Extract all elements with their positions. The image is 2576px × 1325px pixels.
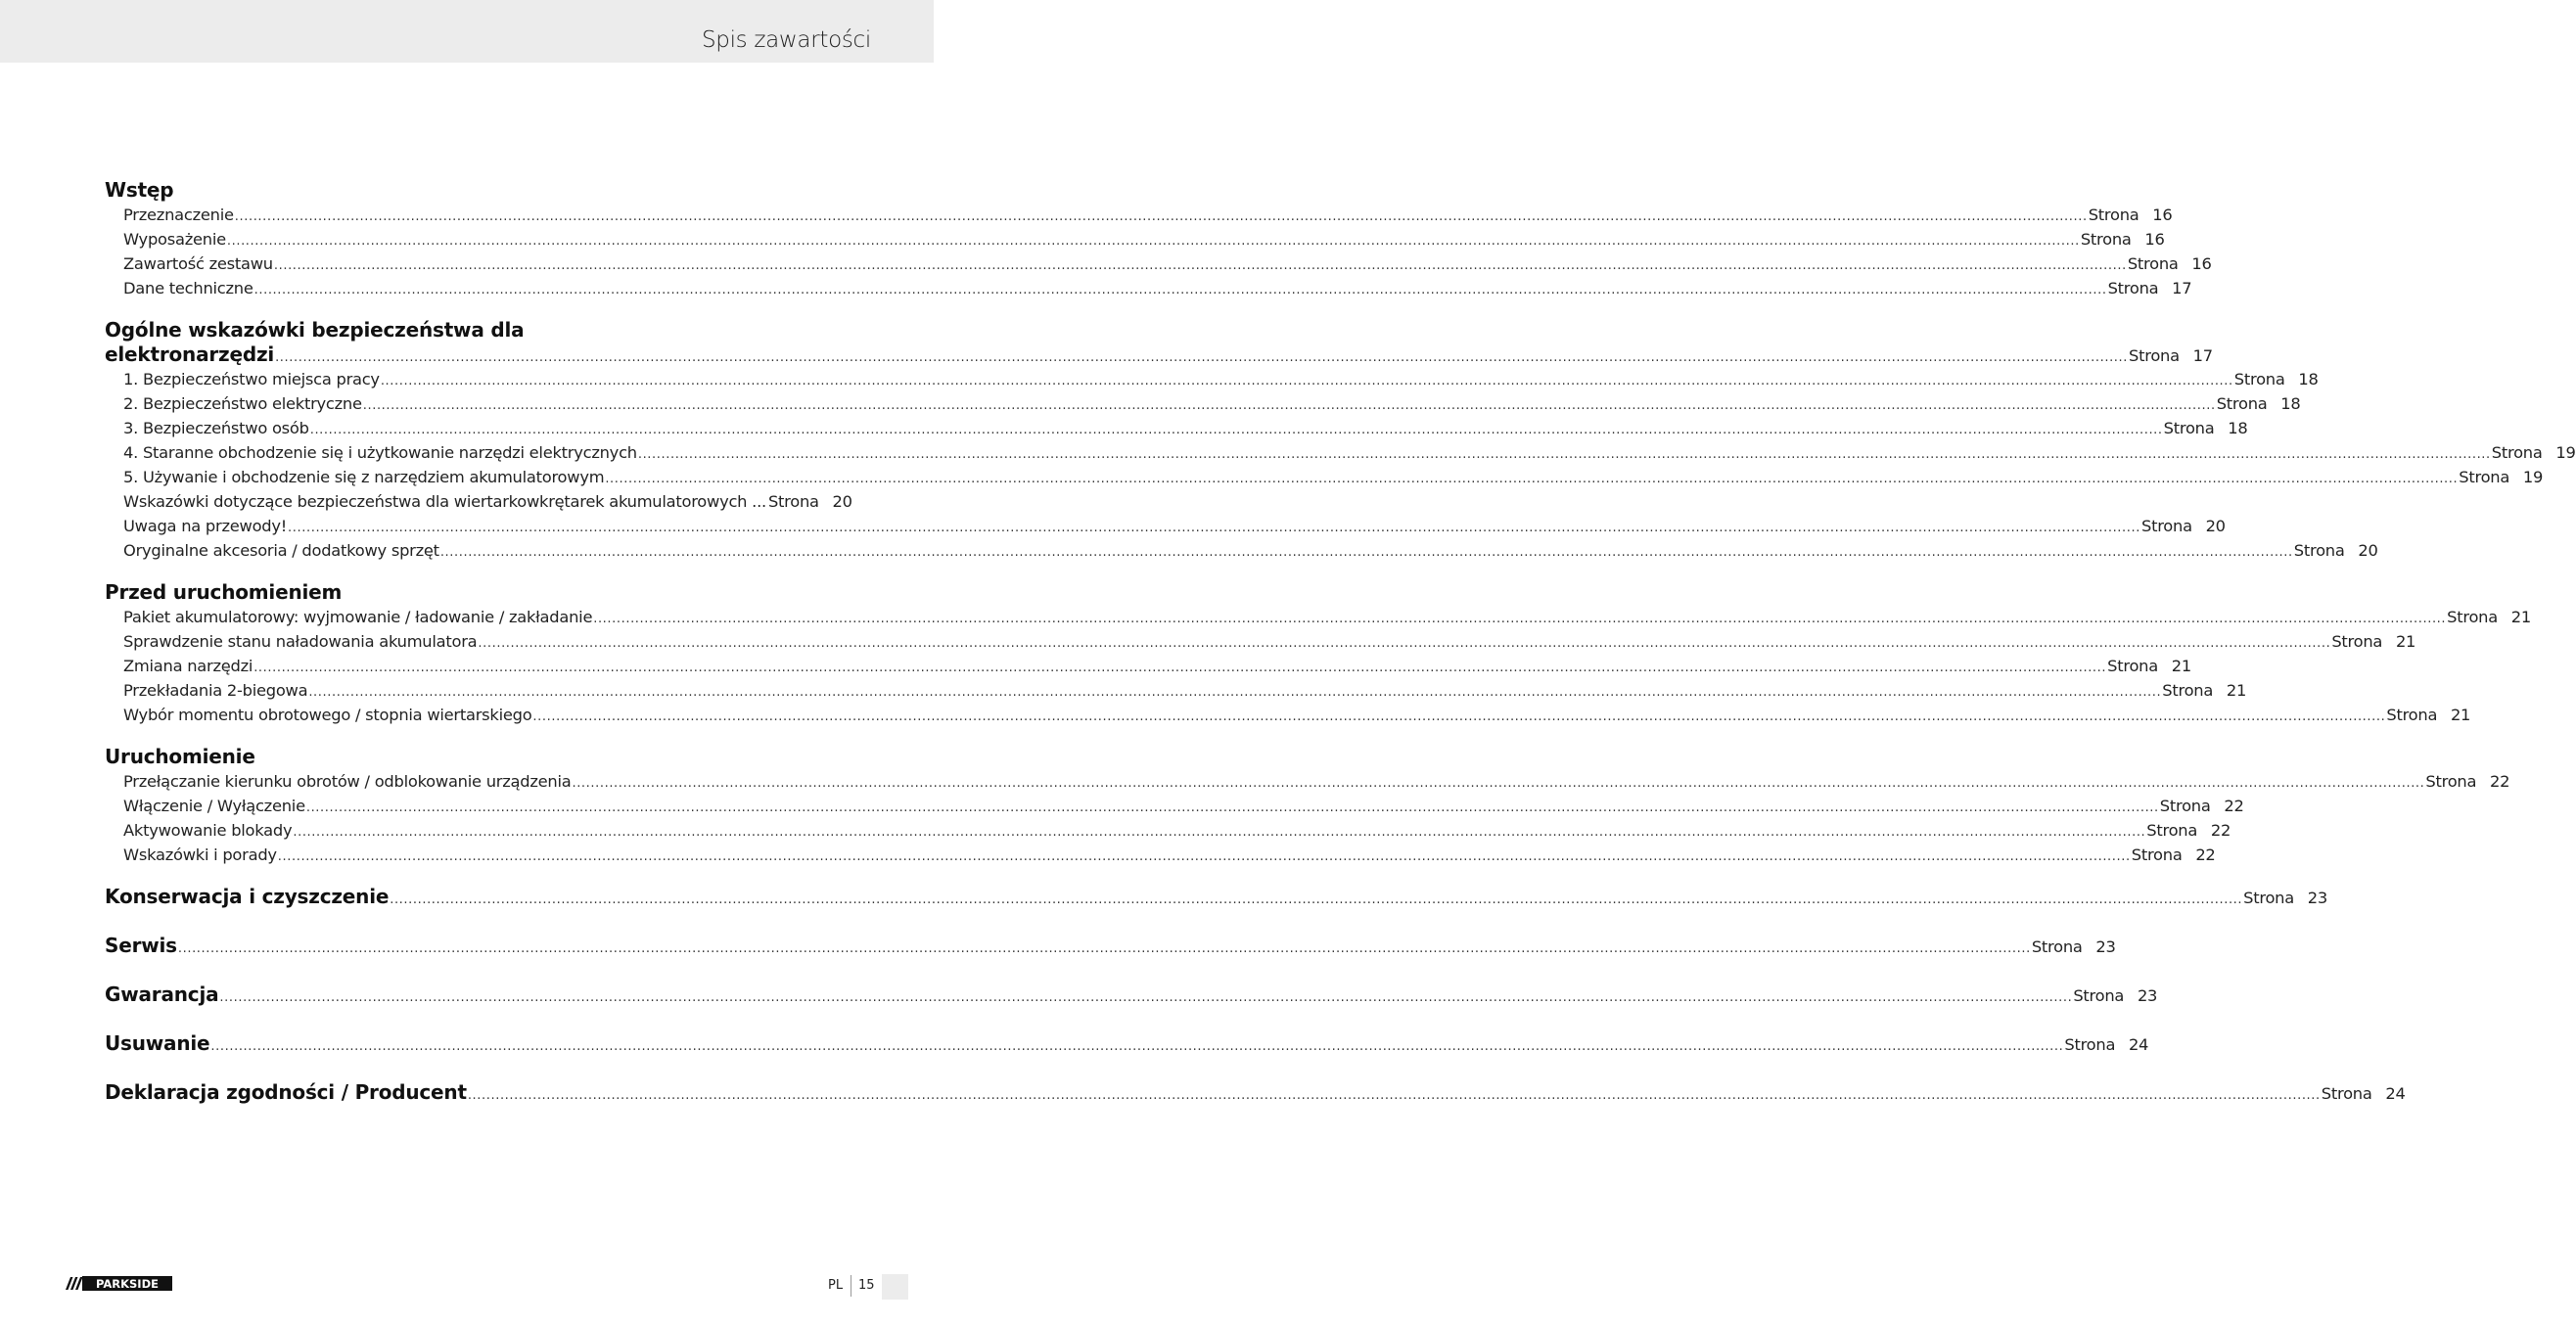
page-number: 24 bbox=[2128, 1035, 2149, 1054]
section-title: Konserwacja i czyszczenie bbox=[105, 885, 390, 908]
dot-leader: ................................................................................................................................................................................................................................................................................................................................................................................................................ bbox=[572, 776, 2425, 791]
page-label: Strona bbox=[2331, 632, 2383, 651]
toc-section-before-start bbox=[105, 580, 2531, 727]
entry-page bbox=[2032, 935, 2116, 959]
entry-page bbox=[2294, 538, 2378, 563]
entry-label: Przeznaczenie bbox=[123, 206, 234, 224]
dot-leader: ................................................................................................................................................................................................................................................................................................................................................................................................................ bbox=[593, 612, 2447, 626]
entry-label: 5. Używanie i obchodzenie się z narzędziem akumulatorowym bbox=[123, 468, 605, 486]
page-label: Strona bbox=[2243, 889, 2294, 907]
page-number: 23 bbox=[2095, 937, 2116, 956]
page-label: Strona bbox=[2107, 657, 2158, 675]
toc-entry[interactable] bbox=[105, 465, 2544, 489]
toc-entry[interactable] bbox=[105, 343, 2213, 367]
section-title: Przed uruchomieniem bbox=[105, 580, 343, 604]
toc-section-disposal[interactable] bbox=[105, 1031, 2149, 1056]
dot-leader: ................................................................................................................................................................................................................................................................................................................................................................................................................ bbox=[439, 545, 2293, 560]
page-number: 22 bbox=[2195, 845, 2216, 864]
page-number: 17 bbox=[2172, 279, 2192, 297]
toc-entry[interactable] bbox=[105, 769, 2510, 794]
dot-leader: ................................................................................................................................................................................................................................................................................................................................................................................................................ bbox=[532, 709, 2386, 724]
entry-page bbox=[2243, 886, 2327, 910]
entry-page bbox=[2425, 769, 2509, 794]
dot-leader: ................................................................................................................................................................................................................................................................................................................................................................................................................ bbox=[210, 1039, 2064, 1054]
entry-page bbox=[2073, 983, 2157, 1008]
section-title: Gwarancja bbox=[105, 982, 219, 1006]
toc-entry[interactable] bbox=[105, 489, 852, 514]
toc-section-service[interactable] bbox=[105, 934, 2116, 958]
section-title: Ogólne wskazówki bezpieczeństwa dla bbox=[105, 318, 525, 342]
dot-leader: ................................................................................................................................................................................................................................................................................................................................................................................................................ bbox=[226, 234, 2080, 249]
toc-entry[interactable] bbox=[105, 678, 2247, 703]
page-number: 23 bbox=[2137, 986, 2158, 1005]
toc-section-start bbox=[105, 745, 2510, 867]
toc-entry[interactable] bbox=[105, 367, 2319, 391]
page-label: Strona bbox=[2233, 370, 2285, 388]
dot-leader: ................................................................................................................................................................................................................................................................................................................................................................................................................ bbox=[637, 447, 2491, 462]
entry-page bbox=[2331, 629, 2415, 654]
entry-page bbox=[2141, 514, 2226, 538]
entry-label: Aktywowanie blokady bbox=[123, 821, 293, 840]
page-label: Strona bbox=[2386, 706, 2438, 724]
entry-page bbox=[2447, 605, 2531, 629]
entry-label: Przełączanie kierunku obrotów / odblokowanie urządzenia bbox=[123, 772, 572, 791]
page-title: Spis zawartości bbox=[701, 27, 871, 53]
section-title-continued: elektronarzędzi bbox=[105, 343, 275, 366]
entry-label: Uwaga na przewody! bbox=[123, 517, 288, 535]
entry-page bbox=[768, 489, 852, 514]
page-label: Strona bbox=[2159, 797, 2211, 815]
page-number: 19 bbox=[2555, 443, 2576, 462]
entry-page bbox=[2089, 203, 2173, 227]
toc-entry[interactable] bbox=[105, 605, 2531, 629]
page-number: 16 bbox=[2144, 230, 2165, 249]
language-code: PL bbox=[828, 1278, 844, 1293]
page-label: Strona bbox=[2491, 443, 2543, 462]
entry-label: Zmiana narzędzi bbox=[123, 657, 253, 675]
entry-label: 1. Bezpieczeństwo miejsca pracy bbox=[123, 370, 380, 388]
dot-leader: ................................................................................................................................................................................................................................................................................................................................................................................................................ bbox=[293, 825, 2146, 840]
toc-entry[interactable] bbox=[105, 703, 2471, 727]
page-number: 16 bbox=[2191, 254, 2212, 273]
page-number: 21 bbox=[2226, 681, 2247, 700]
toc-entry[interactable] bbox=[105, 416, 2248, 440]
page-number: 18 bbox=[2228, 419, 2248, 437]
toc-entry[interactable] bbox=[105, 818, 2231, 843]
entry-page bbox=[2160, 794, 2244, 818]
page-number-footer: 15 bbox=[858, 1278, 875, 1293]
dot-leader: ................................................................................................................................................................................................................................................................................................................................................................................................................ bbox=[467, 1088, 2321, 1103]
entry-page bbox=[2132, 843, 2216, 867]
entry-label: Wskazówki dotyczące bezpieczeństwa dla wiertarkowkrętarek akumulatorowych ... bbox=[123, 492, 766, 511]
entry-page bbox=[2386, 703, 2470, 727]
page-number: 20 bbox=[2205, 517, 2226, 535]
dot-leader: ................................................................................................................................................................................................................................................................................................................................................................................................................ bbox=[277, 849, 2131, 864]
entry-page bbox=[2164, 416, 2248, 440]
entry-page bbox=[2459, 465, 2543, 489]
page-number: 21 bbox=[2395, 632, 2416, 651]
toc-section-maintenance[interactable] bbox=[105, 885, 2327, 909]
toc-entry[interactable] bbox=[105, 203, 2173, 227]
page-number: 16 bbox=[2152, 206, 2173, 224]
page-label: Strona bbox=[2129, 346, 2180, 365]
toc-section-safety bbox=[105, 318, 2576, 563]
entry-page bbox=[2322, 1081, 2406, 1106]
section-title: Uruchomienie bbox=[105, 745, 255, 768]
page-label: Strona bbox=[2140, 517, 2192, 535]
dot-leader: ................................................................................................................................................................................................................................................................................................................................................................................................................ bbox=[362, 398, 2216, 413]
entry-page bbox=[2492, 440, 2576, 465]
page-number: 21 bbox=[2510, 608, 2531, 626]
page-number: 19 bbox=[2522, 468, 2544, 486]
entry-page bbox=[2217, 391, 2301, 416]
dot-leader: ................................................................................................................................................................................................................................................................................................................................................................................................................ bbox=[288, 521, 2140, 535]
entry-label: Wskazówki i porady bbox=[123, 845, 277, 864]
entry-page bbox=[2064, 1032, 2148, 1057]
page-number: 24 bbox=[2385, 1084, 2406, 1103]
toc-entry[interactable] bbox=[105, 440, 2576, 465]
toc-entry[interactable] bbox=[105, 843, 2216, 867]
page-number: 20 bbox=[2358, 541, 2378, 560]
dot-leader: ................................................................................................................................................................................................................................................................................................................................................................................................................ bbox=[380, 374, 2233, 388]
page-label: Strona bbox=[2447, 608, 2498, 626]
toc-entry[interactable] bbox=[105, 654, 2191, 678]
page-label: Strona bbox=[2127, 254, 2179, 273]
page-label: Strona bbox=[2131, 845, 2183, 864]
parkside-logo bbox=[63, 1274, 173, 1293]
entry-label: Zawartość zestawu bbox=[123, 254, 273, 273]
entry-label: Włączenie / Wyłączenie bbox=[123, 797, 305, 815]
page-number: 17 bbox=[2192, 346, 2213, 365]
logo-text: PARKSIDE bbox=[95, 1277, 160, 1291]
toc-entry[interactable] bbox=[105, 391, 2301, 416]
toc-entry[interactable] bbox=[105, 227, 2165, 251]
dot-leader: ................................................................................................................................................................................................................................................................................................................................................................................................................ bbox=[605, 472, 2459, 486]
dot-leader: ................................................................................................................................................................................................................................................................................................................................................................................................................ bbox=[219, 990, 2073, 1005]
dot-leader: ................................................................................................................................................................................................................................................................................................................................................................................................................ bbox=[308, 685, 2162, 700]
page-number: 22 bbox=[2210, 821, 2231, 840]
entry-label: Wybór momentu obrotowego / stopnia wiertarskiego bbox=[123, 706, 532, 724]
page-number: 20 bbox=[832, 492, 852, 511]
page-label: Strona bbox=[2146, 821, 2198, 840]
page-label: Strona bbox=[2073, 986, 2125, 1005]
entry-page bbox=[2146, 818, 2231, 843]
page-number: 22 bbox=[2490, 772, 2510, 791]
dot-leader: ................................................................................................................................................................................................................................................................................................................................................................................................................ bbox=[234, 209, 2088, 224]
entry-label: Pakiet akumulatorowy: wyjmowanie / ładowanie / zakładanie bbox=[123, 608, 593, 626]
dot-leader: ................................................................................................................................................................................................................................................................................................................................................................................................................ bbox=[253, 661, 2107, 675]
page-number: 23 bbox=[2307, 889, 2327, 907]
page-label: Strona bbox=[767, 492, 819, 511]
page-label: Strona bbox=[2293, 541, 2345, 560]
dot-leader: ................................................................................................................................................................................................................................................................................................................................................................................................................ bbox=[275, 350, 2129, 365]
page-label: Strona bbox=[2080, 230, 2132, 249]
entry-page bbox=[2129, 343, 2213, 368]
page-number: 18 bbox=[2298, 370, 2319, 388]
section-title: Deklaracja zgodności / Producent bbox=[105, 1080, 467, 1104]
page-label: Strona bbox=[2088, 206, 2139, 224]
toc-entry[interactable] bbox=[105, 794, 2244, 818]
entry-label: Przekładania 2-biegowa bbox=[123, 681, 308, 700]
dot-leader: ................................................................................................................................................................................................................................................................................................................................................................................................................ bbox=[305, 800, 2159, 815]
entry-label: Wyposażenie bbox=[123, 230, 226, 249]
entry-page bbox=[2128, 251, 2212, 276]
page-label: Strona bbox=[2425, 772, 2477, 791]
dot-leader: ................................................................................................................................................................................................................................................................................................................................................................................................................ bbox=[309, 423, 2163, 437]
dot-leader: ................................................................................................................................................................................................................................................................................................................................................................................................................ bbox=[390, 892, 2243, 907]
toc-entry[interactable] bbox=[105, 251, 2212, 276]
page-label: Strona bbox=[2459, 468, 2510, 486]
dot-leader: ................................................................................................................................................................................................................................................................................................................................................................................................................ bbox=[273, 258, 2127, 273]
toc-entry[interactable] bbox=[105, 629, 2416, 654]
page-label: Strona bbox=[2216, 394, 2268, 413]
page-number: 21 bbox=[2171, 657, 2191, 675]
page-label: Strona bbox=[2163, 419, 2215, 437]
page-label: Strona bbox=[2031, 937, 2083, 956]
dot-leader: ................................................................................................................................................................................................................................................................................................................................................................................................................ bbox=[253, 283, 2107, 297]
section-title: Wstęp bbox=[105, 178, 174, 202]
toc-section-wstep bbox=[105, 178, 2212, 300]
entry-page bbox=[2081, 227, 2165, 251]
entry-page bbox=[2107, 654, 2191, 678]
toc-entry[interactable] bbox=[105, 514, 2226, 538]
entry-label: 4. Staranne obchodzenie się i użytkowanie narzędzi elektrycznych bbox=[123, 443, 637, 462]
toc-section-warranty[interactable] bbox=[105, 982, 2158, 1007]
entry-label: Dane techniczne bbox=[123, 279, 253, 297]
toc-entry[interactable] bbox=[105, 276, 2192, 300]
section-title: Usuwanie bbox=[105, 1031, 210, 1055]
page-label: Strona bbox=[2321, 1084, 2372, 1103]
section-title: Serwis bbox=[105, 934, 177, 957]
page-number: 22 bbox=[2224, 797, 2244, 815]
page-number: 21 bbox=[2450, 706, 2471, 724]
entry-page bbox=[2234, 367, 2319, 391]
entry-label: Oryginalne akcesoria / dodatkowy sprzęt bbox=[123, 541, 439, 560]
dot-leader: ................................................................................................................................................................................................................................................................................................................................................................................................................ bbox=[478, 636, 2331, 651]
page-label: Strona bbox=[2162, 681, 2214, 700]
toc-section-declaration[interactable] bbox=[105, 1080, 2406, 1105]
entry-label: 3. Bezpieczeństwo osób bbox=[123, 419, 309, 437]
page-number: 18 bbox=[2280, 394, 2301, 413]
entry-page bbox=[2162, 678, 2246, 703]
entry-label: Sprawdzenie stanu naładowania akumulatora bbox=[123, 632, 478, 651]
page-label: Strona bbox=[2064, 1035, 2116, 1054]
dot-leader: ................................................................................................................................................................................................................................................................................................................................................................................................................ bbox=[177, 941, 2031, 956]
entry-label: 2. Bezpieczeństwo elektryczne bbox=[123, 394, 362, 413]
page-label: Strona bbox=[2107, 279, 2159, 297]
footer-tab-marker bbox=[882, 1274, 908, 1300]
entry-page bbox=[2108, 276, 2192, 300]
table-of-contents bbox=[105, 178, 2576, 1129]
toc-entry[interactable] bbox=[105, 538, 2378, 563]
